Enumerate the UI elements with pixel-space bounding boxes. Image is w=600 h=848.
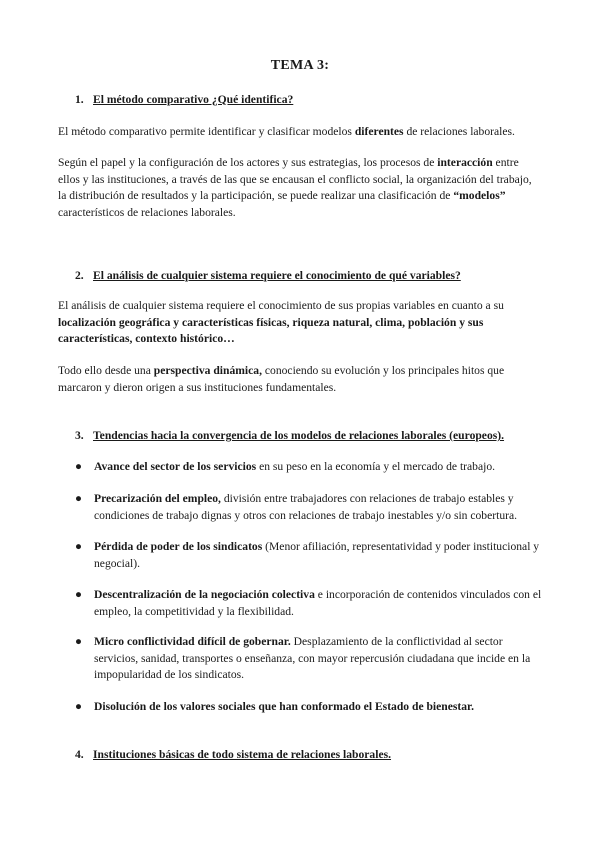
bullet-4-bold: Descentralización de la negociación colectiva <box>94 588 315 601</box>
bullet-dot-icon: ● <box>75 635 83 648</box>
section-2-paragraph-2 <box>58 363 540 396</box>
section-2-heading-text: El análisis de cualquier sistema requiere el conocimiento de qué variables? <box>93 269 461 282</box>
section-4-heading-text: Instituciones básicas de todo sistema de relaciones laborales. <box>93 748 392 761</box>
bullet-dot-icon: ● <box>75 460 83 473</box>
section-4-heading <box>75 747 555 764</box>
section-2-number: 2. <box>75 269 84 282</box>
bullet-1-bold: Avance del sector de los servicios <box>94 460 257 473</box>
s1p2-text-a: Según el papel y la configuración de los actores y sus estrategias, los procesos de <box>58 156 438 169</box>
bullet-2-text: división entre trabajadores con relaciones de trabajo estables y condiciones de trabajo dignas y otros con relaciones de trabajo inestables y/o sin cobertura. <box>94 492 518 522</box>
bullet-4-text: e incorporación de contenidos vinculados con el empleo, la competitividad y la flexibilidad. <box>94 588 542 618</box>
s1p2-bold-b: interacción <box>437 156 493 169</box>
section-4-number: 4. <box>75 748 84 761</box>
s2p1-bold: localización geográfica y características físicas, riqueza natural, clima, población y sus características, contexto histórico… <box>58 315 484 346</box>
section-1-paragraph-1 <box>58 124 540 141</box>
section-3-heading <box>75 428 555 445</box>
section-3-heading-text: Tendencias hacia la convergencia de los modelos de relaciones laborales (europeos). <box>93 429 505 442</box>
s2p1-text-a: El análisis de cualquier sistema requiere el conocimiento de sus propias variables en cuanto a su <box>58 299 504 312</box>
s1p2-bold-d: “modelos” <box>453 189 506 203</box>
s1p2-text-e: característicos de relaciones laborales. <box>58 205 236 219</box>
s2p2-text-c: conociendo su evolución y los principales hitos que marcaron y dieron origen a sus instituciones fundamentales. <box>58 364 505 394</box>
section-1-heading <box>75 92 555 109</box>
s1p1-text-c: de relaciones laborales. <box>403 125 515 138</box>
document-title: TEMA 3: <box>270 58 330 73</box>
section-1-paragraph-2 <box>58 155 540 221</box>
bullet-dot-icon: ● <box>75 700 83 713</box>
s2p2-bold: perspectiva dinámica, <box>153 364 262 377</box>
bullet-2-bold: Precarización del empleo, <box>94 492 221 505</box>
bullet-1-text: en su peso en la economía y el mercado de trabajo. <box>256 460 496 473</box>
s1p2-text-c: entre ellos y las instituciones, a través de las que se encausan el conflicto social, la organización del trabajo, la distribución de resultados y la participación, se puede realizar una clasificación de <box>58 156 532 203</box>
bullet-3-bold: Pérdida de poder de los sindicatos <box>94 540 263 553</box>
section-2-heading <box>75 268 555 285</box>
section-2-paragraph-1 <box>58 298 540 348</box>
bullet-3-text: (Menor afiliación, representatividad y poder institucional y negocial). <box>94 540 540 570</box>
bullet-6-bold: Disolución de los valores sociales que han conformado el Estado de bienestar. <box>94 700 475 713</box>
bullet-dot-icon: ● <box>75 540 83 553</box>
s1p1-text-a: El método comparativo permite identificar y clasificar modelos <box>58 125 355 138</box>
section-3-number: 3. <box>75 429 84 442</box>
s2p2-text-a: Todo ello desde una <box>58 364 154 377</box>
section-1-number: 1. <box>75 93 84 106</box>
bullet-5-text: Desplazamiento de la conflictividad al sector servicios, sanidad, transportes o enseñanza, con mayor repercusión ciudadana que incide en la impopularidad de los sindicatos. <box>94 635 531 682</box>
section-1-heading-text: El método comparativo ¿Qué identifica? <box>93 93 294 106</box>
bullet-5-bold: Micro conflictividad difícil de gobernar. <box>94 635 291 648</box>
s1p1-bold: diferentes <box>354 125 404 138</box>
bullet-dot-icon: ● <box>75 588 83 601</box>
bullet-dot-icon: ● <box>75 492 83 505</box>
